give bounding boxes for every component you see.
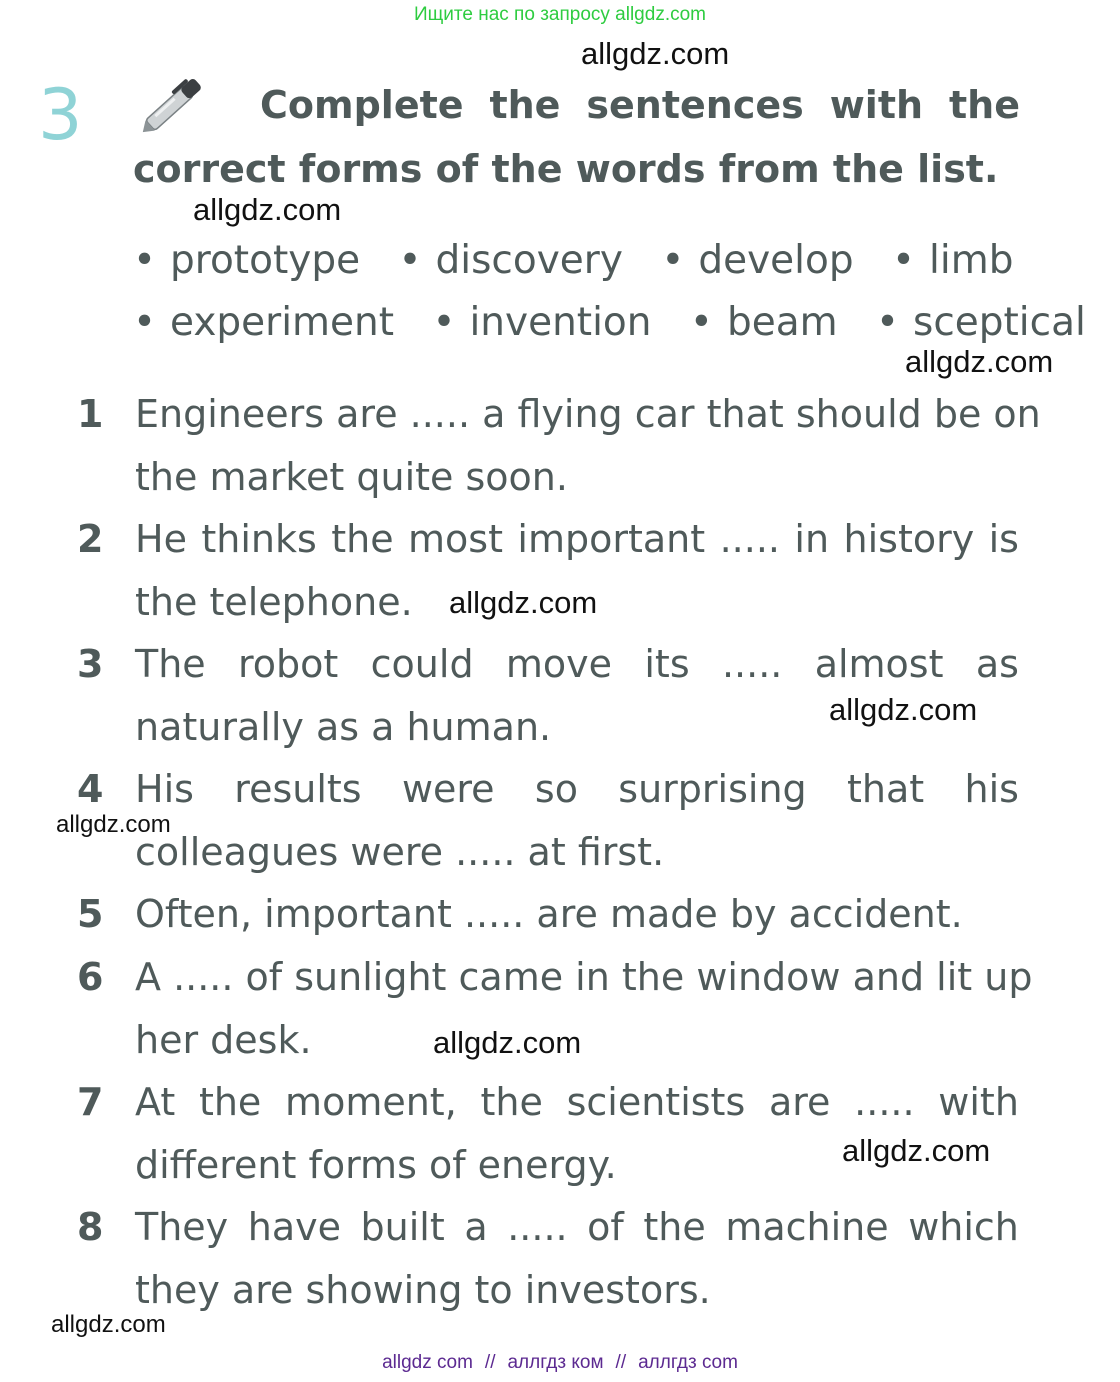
instruction-word: with <box>829 83 924 127</box>
sentence-word: machine <box>725 1205 889 1249</box>
answer-blank: ..... <box>854 1080 915 1124</box>
watermark: allgdz.com <box>449 585 598 620</box>
sentence-word: scientists <box>566 1080 746 1124</box>
sentence-word: the <box>198 1080 262 1124</box>
sentence-word: results <box>234 767 362 811</box>
sentence-word: His <box>135 767 194 811</box>
answer-blank: ..... <box>719 517 780 561</box>
sentence-word: surprising <box>618 767 807 811</box>
sentence-number: 6 <box>77 955 104 999</box>
watermark: allgdz.com <box>193 192 342 227</box>
pen-icon <box>132 64 216 144</box>
sentence-word: They <box>135 1205 229 1249</box>
bullet-icon: • <box>133 300 157 345</box>
sentence-word: of <box>587 1205 624 1249</box>
word-list-item: develop <box>698 238 854 283</box>
word-list-item: prototype <box>170 238 361 283</box>
sentence-line <box>135 1080 1019 1124</box>
sentence-word: robot <box>238 642 339 686</box>
footer-separator: // <box>484 1352 496 1373</box>
sentence-line: her desk. <box>135 1018 312 1062</box>
sentence-number: 7 <box>77 1080 104 1124</box>
sentence-word: its <box>644 642 690 686</box>
word-list-item: discovery <box>435 238 623 283</box>
sentence-number: 3 <box>77 642 104 686</box>
watermark: allgdz.com <box>581 36 730 71</box>
sentence-word: have <box>247 1205 341 1249</box>
exercise-number: 3 <box>38 74 83 156</box>
bullet-icon: • <box>689 300 713 345</box>
sentence-line <box>135 767 1019 811</box>
sentence-line <box>135 1205 1019 1249</box>
footer-link[interactable]: аллгдз com <box>638 1352 738 1373</box>
top-banner[interactable]: Ищите нас по запросу allgdz.com <box>413 4 706 25</box>
sentence-word: most <box>408 517 503 561</box>
sentence-word: important <box>517 517 706 561</box>
bullet-icon: • <box>398 238 422 283</box>
bullet-icon: • <box>875 300 899 345</box>
word-list-item: sceptical <box>913 300 1086 345</box>
answer-blank: ..... <box>721 642 783 686</box>
sentence-word: with <box>938 1080 1019 1124</box>
sentence-word: a <box>464 1205 488 1249</box>
sentence-line: Often, important ..... are made by accident. <box>135 892 963 936</box>
sentence-word: the <box>480 1080 543 1124</box>
footer-separator: // <box>615 1352 627 1373</box>
sentence-number: 4 <box>77 767 104 811</box>
footer-link[interactable]: аллгдз ком <box>507 1352 604 1373</box>
sentence-number: 1 <box>77 392 104 436</box>
sentence-number: 2 <box>77 517 104 561</box>
sentence-word: could <box>370 642 474 686</box>
watermark: allgdz.com <box>905 344 1054 379</box>
instruction-word: the <box>489 83 561 127</box>
sentence-word: so <box>534 767 578 811</box>
bullet-icon: • <box>432 300 456 345</box>
sentence-word: At <box>135 1080 176 1124</box>
sentence-word: were <box>401 767 495 811</box>
sentence-word: almost <box>814 642 944 686</box>
sentence-number: 5 <box>77 892 104 936</box>
sentence-word: The <box>135 642 206 686</box>
answer-blank: ..... <box>507 1205 568 1249</box>
sentence-word: history <box>843 517 975 561</box>
sentence-line <box>135 642 1019 686</box>
word-list-row-1 <box>133 238 1039 283</box>
instruction-line-2: correct forms of the words from the list. <box>133 147 999 191</box>
sentence-word: is <box>988 517 1019 561</box>
sentence-word: the <box>331 517 394 561</box>
sentence-line: they are showing to investors. <box>135 1268 711 1312</box>
sentence-word: moment, <box>285 1080 457 1124</box>
watermark: allgdz.com <box>433 1025 582 1060</box>
word-list-item: limb <box>929 238 1014 283</box>
sentence-word: thinks <box>201 517 317 561</box>
sentence-word: his <box>964 767 1019 811</box>
sentence-line: different forms of energy. <box>135 1143 617 1187</box>
watermark: allgdz.com <box>56 811 171 838</box>
sentence-line: the market quite soon. <box>135 455 568 499</box>
sentence-word: in <box>794 517 830 561</box>
bullet-icon: • <box>661 238 685 283</box>
sentence-word: which <box>908 1205 1019 1249</box>
sentence-word: that <box>847 767 925 811</box>
sentence-line: A ..... of sunlight came in the window and lit up <box>135 955 1033 999</box>
instruction-word: Complete <box>260 83 464 127</box>
word-list-item: invention <box>469 300 652 345</box>
sentence-word: the <box>643 1205 706 1249</box>
sentence-line <box>135 517 1019 561</box>
sentence-word: He <box>135 517 187 561</box>
instruction-line-1 <box>260 83 1020 127</box>
word-list-item: experiment <box>170 300 395 345</box>
bullet-icon: • <box>133 238 157 283</box>
watermark: allgdz.com <box>829 692 978 727</box>
word-list-row-2 <box>133 300 1112 345</box>
sentence-line: colleagues were ..... at first. <box>135 830 665 874</box>
sentence-line: the telephone. <box>135 580 413 624</box>
instruction-word: sentences <box>586 83 804 127</box>
sentence-word: built <box>360 1205 445 1249</box>
watermark: allgdz.com <box>842 1133 991 1168</box>
sentence-line: Engineers are ..... a flying car that should be on <box>135 392 1041 436</box>
footer-links <box>0 1352 1120 1374</box>
sentence-line: naturally as a human. <box>135 705 552 749</box>
sentence-number: 8 <box>77 1205 104 1249</box>
word-list-item: beam <box>726 300 838 345</box>
footer-link[interactable]: allgdz com <box>382 1352 473 1373</box>
sentence-word: as <box>975 642 1019 686</box>
watermark: allgdz.com <box>51 1311 166 1338</box>
sentence-word: move <box>505 642 613 686</box>
instruction-word: the <box>949 83 1020 127</box>
bullet-icon: • <box>892 238 916 283</box>
sentence-word: are <box>768 1080 831 1124</box>
